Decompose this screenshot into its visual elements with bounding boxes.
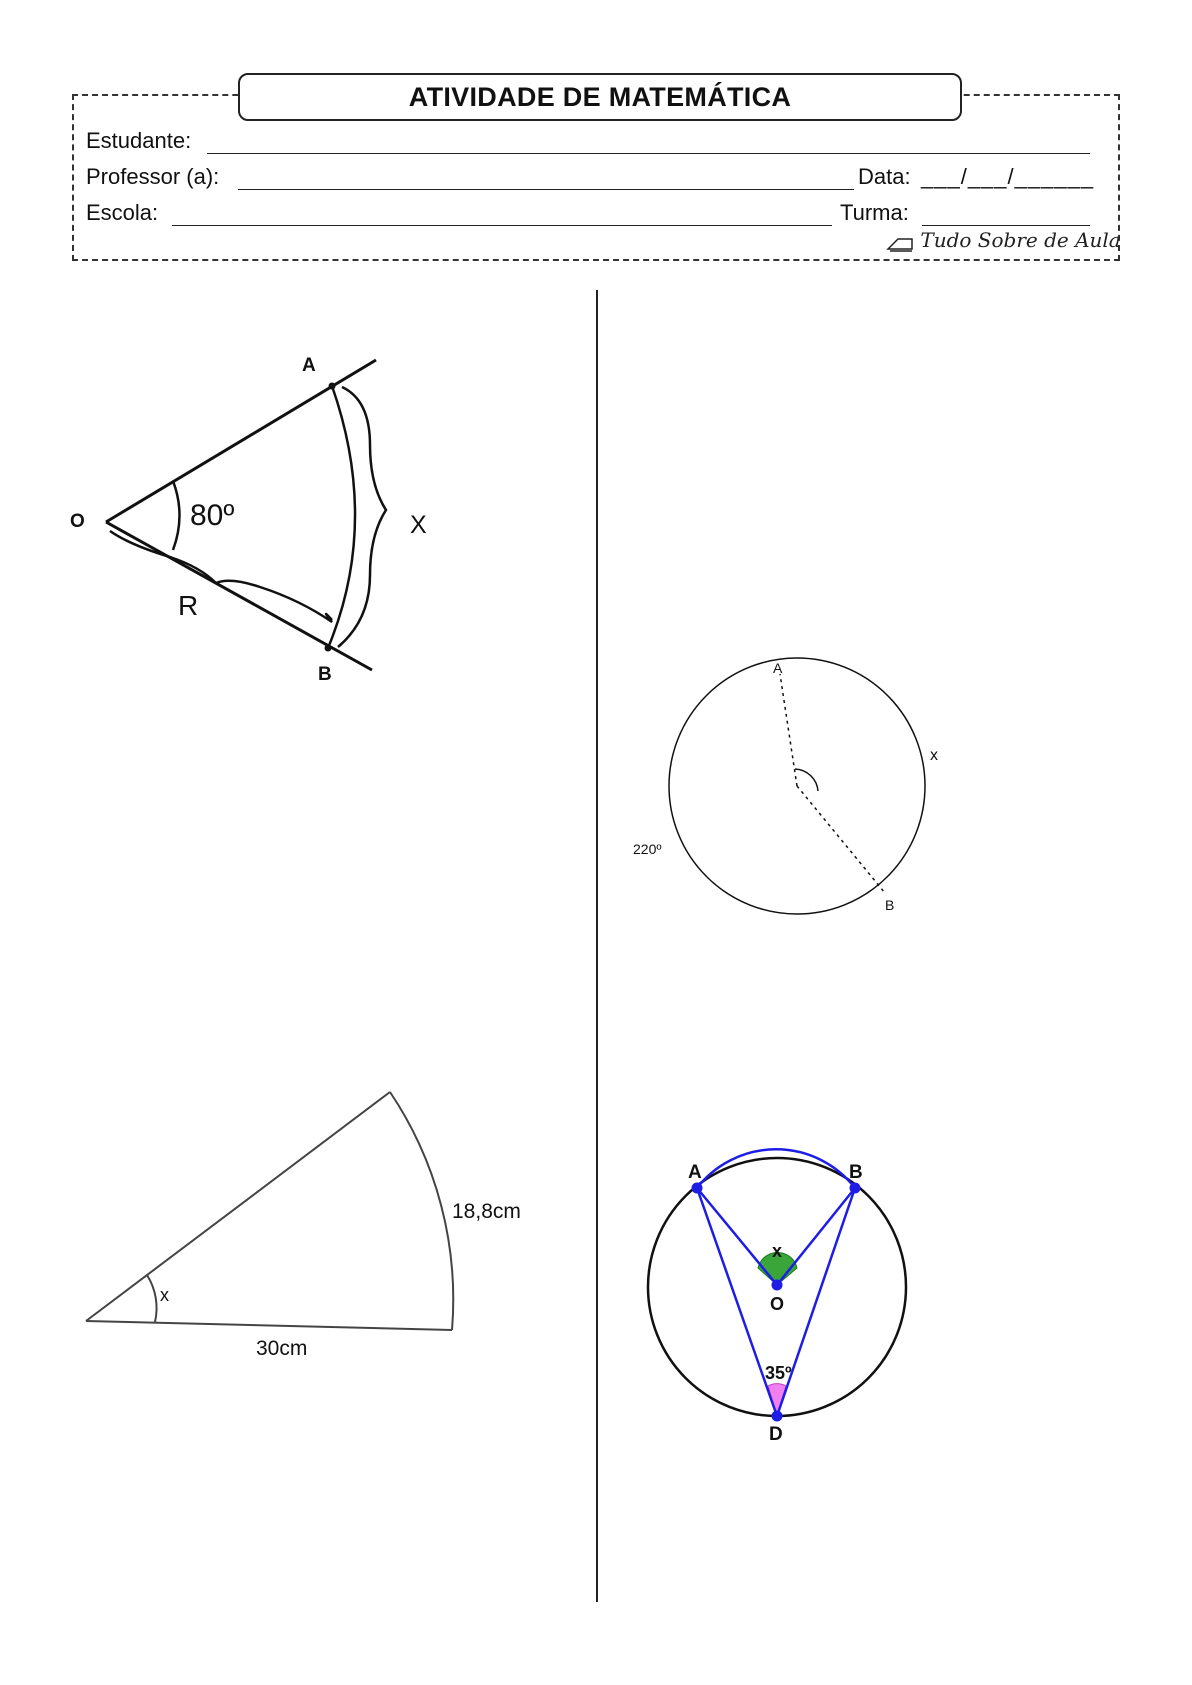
arc bbox=[390, 1092, 453, 1330]
class-field[interactable] bbox=[922, 225, 1090, 226]
school-field[interactable] bbox=[172, 225, 832, 226]
school-label: Escola: bbox=[86, 200, 159, 225]
point-a bbox=[692, 1183, 703, 1194]
point-b bbox=[325, 645, 332, 652]
teacher-label: Professor (a): bbox=[86, 164, 220, 189]
label-b: B bbox=[885, 897, 895, 913]
label-x: x bbox=[160, 1285, 169, 1305]
label-x: x bbox=[930, 747, 938, 764]
logo-text: Tudo Sobre de Aula bbox=[920, 228, 1121, 252]
worksheet-title: ATIVIDADE DE MATEMÁTICA bbox=[408, 81, 792, 112]
sector-angle-figure bbox=[70, 345, 470, 690]
brand-logo bbox=[886, 228, 1121, 253]
angle-220-label: 220º bbox=[633, 841, 662, 857]
point-a bbox=[329, 383, 336, 390]
student-label: Estudante: bbox=[86, 128, 192, 153]
class-label: Turma: bbox=[840, 200, 909, 225]
angle-arc bbox=[173, 481, 180, 550]
label-o: O bbox=[770, 1294, 785, 1314]
radius-b bbox=[797, 786, 885, 893]
sector-length-figure bbox=[80, 1085, 540, 1360]
circle-arc-figure bbox=[625, 655, 955, 920]
lower-radius bbox=[86, 1321, 452, 1330]
label-a: A bbox=[773, 660, 783, 676]
label-d: D bbox=[769, 1424, 783, 1445]
point-o bbox=[772, 1280, 783, 1291]
upper-radius bbox=[86, 1092, 390, 1321]
angle-arc bbox=[147, 1275, 157, 1322]
teacher-field[interactable] bbox=[238, 189, 854, 190]
date-label: Data: bbox=[858, 164, 911, 189]
point-b bbox=[850, 1183, 861, 1194]
label-a: A bbox=[688, 1162, 702, 1183]
arc-ab bbox=[328, 386, 355, 648]
ray-oa bbox=[106, 360, 376, 522]
label-r: R bbox=[178, 590, 199, 621]
radius-a bbox=[780, 674, 797, 786]
title-banner bbox=[238, 73, 962, 121]
label-o: O bbox=[70, 511, 85, 532]
ray-ob bbox=[106, 522, 372, 670]
label-a: A bbox=[302, 355, 316, 376]
label-central-x: x bbox=[772, 1241, 783, 1261]
r-brace bbox=[110, 531, 332, 622]
inscribed-angle-figure bbox=[640, 1160, 920, 1445]
angle-80-label: 80º bbox=[190, 499, 235, 532]
radius-length-label: 30cm bbox=[256, 1337, 308, 1360]
arc-length-label: 18,8cm bbox=[452, 1200, 521, 1223]
segment-bo bbox=[777, 1188, 855, 1285]
label-b: B bbox=[318, 664, 332, 685]
student-field[interactable] bbox=[207, 153, 1090, 154]
segment-ao bbox=[697, 1188, 777, 1285]
label-b: B bbox=[849, 1162, 863, 1183]
date-field[interactable]: ___/___/______ bbox=[921, 164, 1095, 189]
label-x: X bbox=[410, 511, 427, 539]
column-divider bbox=[596, 290, 598, 1602]
point-d bbox=[772, 1411, 783, 1422]
book-icon bbox=[886, 231, 914, 253]
inscribed-angle-label: 35º bbox=[765, 1363, 792, 1383]
